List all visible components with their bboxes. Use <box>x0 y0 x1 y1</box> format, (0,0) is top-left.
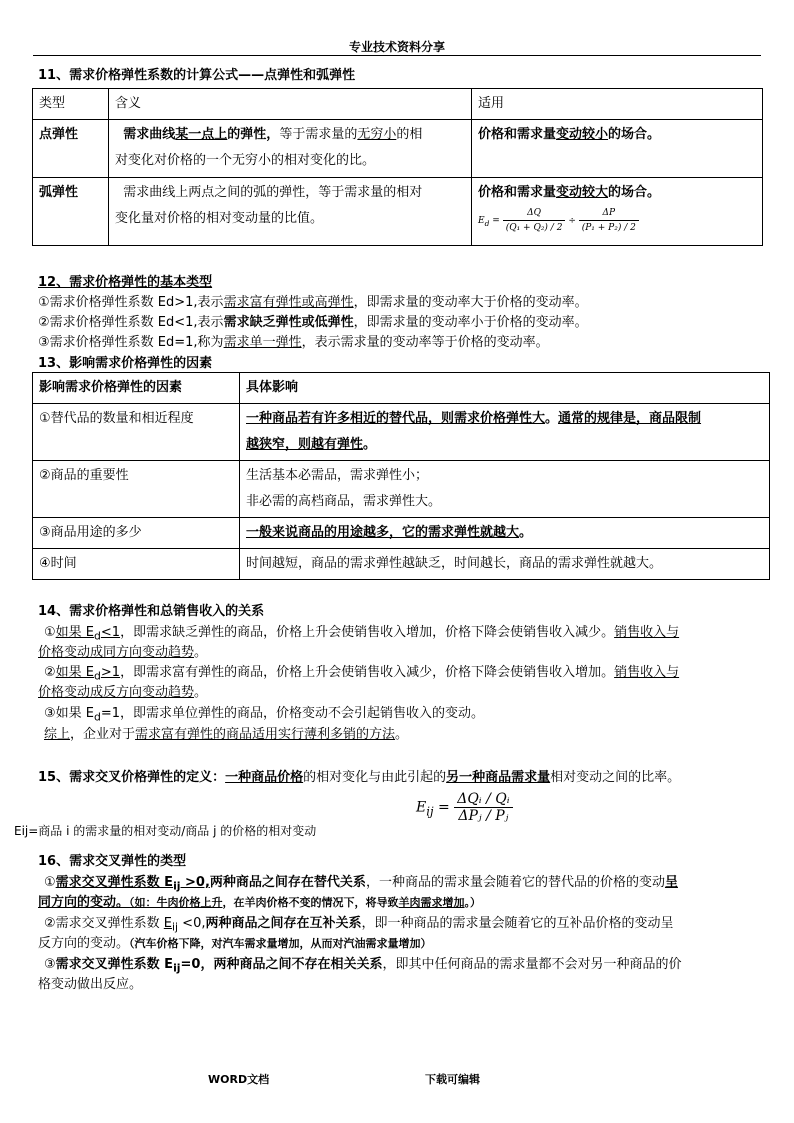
footer-right: 下载可编辑 <box>425 1073 480 1086</box>
heading-12: 12、需求价格弹性的基本类型 <box>38 275 213 290</box>
type-arc: 弧弹性 <box>33 178 109 246</box>
col-effect: 具体影响 <box>240 373 770 404</box>
heading-16: 16、需求交叉弹性的类型 <box>38 854 187 869</box>
s15-definition: 15、需求交叉价格弹性的定义：一种商品价格的相对变化与由此引起的另一种商品需求量相对变动之间的比率。 <box>38 770 681 785</box>
s14-line-3: ③如果 $E_d=1$，即需求单位弹性的商品，价格变动不会引起销售收入的变动。 <box>44 706 485 724</box>
s16-line-2b: 反方向的变动。（汽车价格下降，对汽车需求量增加，从而对汽油需求量增加） <box>38 936 432 951</box>
s12-line-2: ②需求价格弹性系数 Ed<1,表示需求缺乏弹性或低弹性，即需求量的变动率小于价格的变动率。 <box>38 315 588 330</box>
factor-importance: ②商品的重要性 <box>33 461 240 518</box>
elasticity-table <box>32 88 763 246</box>
meaning-arc: 需求曲线上两点之间的弧的弹性，等于需求量的相对 变化量对价格的相对变动量的比值。 <box>109 178 472 246</box>
factors-table <box>32 372 770 580</box>
s16-line-1b: 同方向的变动。（如：牛肉价格上升，在羊肉价格不变的情况下，将导致羊肉需求增加。） <box>38 895 482 910</box>
s16-line-3b: 格变动做出反应。 <box>38 977 143 992</box>
arc-formula: $E_d$ = $\frac{\Delta Q}{\text{(Q₁ + Q₂) / 2}}$ ÷ $\frac{\Delta P}{\text{(P₁ + P₂) / 2}}$ <box>478 216 639 226</box>
heading-11: 11、需求价格弹性系数的计算公式——点弹性和弧弹性 <box>38 68 356 83</box>
s14-line-2b: 价格变动成反方向变动趋势。 <box>38 685 208 700</box>
type-point: 点弹性 <box>33 120 109 178</box>
s14-line-4: 综上，企业对于需求富有弹性的商品适用实行薄利多销的方法。 <box>44 727 409 742</box>
page-header: 专业技术资料分享 <box>348 40 445 54</box>
factor-uses: ③商品用途的多少 <box>33 518 240 549</box>
effect-time: 时间越短，商品的需求弹性越缺乏，时间越长，商品的需求弹性就越大。 <box>240 549 770 580</box>
apply-point: 价格和需求量变动较小的场合。 <box>472 120 763 178</box>
heading-14: 14、需求价格弹性和总销售收入的关系 <box>38 604 265 619</box>
col-apply: 适用 <box>472 89 763 120</box>
s16-line-2: ②需求交叉弹性系数 $E_{ij} <0$,两种商品之间存在互补关系，即一种商品的需求量会随着它的互补品价格的变动呈 <box>44 916 674 934</box>
s16-line-3: ③需求交叉弹性系数 $E_{ij}=0$，两种商品之间不存在相关关系，即其中任何商品的需求量都不会对另一种商品的价 <box>44 957 682 975</box>
effect-substitutes: 一种商品若有许多相近的替代品，则需求价格弹性大。通常的规律是，商品限制 越狭窄，则越有弹性。 <box>240 404 770 461</box>
factor-time: ④时间 <box>33 549 240 580</box>
col-meaning: 含义 <box>109 89 472 120</box>
header-rule <box>33 55 761 56</box>
heading-13: 13、影响需求价格弹性的因素 <box>38 356 213 371</box>
footer-left: WORD文档 <box>208 1073 270 1086</box>
s12-line-1: ①需求价格弹性系数 Ed>1,表示需求富有弹性或高弹性，即需求量的变动率大于价格的变动率。 <box>38 295 588 310</box>
col-factor: 影响需求价格弹性的因素 <box>33 373 240 404</box>
s16-line-1: ①需求交叉弹性系数 $E_{ij} >0$,两种商品之间存在替代关系，一种商品的需求量会随着它的替代品的价格的变动呈 <box>44 875 678 893</box>
meaning-point: 需求曲线某一点上的弹性，等于需求量的无穷小的相 对变化对价格的一个无穷小的相对变化的比。 <box>109 120 472 178</box>
effect-importance: 生活基本必需品，需求弹性小； 非必需的高档商品，需求弹性大。 <box>240 461 770 518</box>
effect-uses: 一般来说商品的用途越多，它的需求弹性就越大。 <box>240 518 770 549</box>
apply-arc: 价格和需求量变动较大的场合。 $E_d$ = $\frac{\Delta Q}{\text{(Q₁ + Q₂) / 2}}$ ÷ $\frac{\Delta P}{\text{(P₁ + P₂) / 2}}$ <box>472 178 763 246</box>
s14-line-1: ①如果 $E_d<1$，即需求缺乏弹性的商品，价格上升会使销售收入增加，价格下降会使销售收入减少。销售收入与 <box>44 625 680 643</box>
s15-note: Eij=商品 i 的需求量的相对变动/商品 j 的价格的相对变动 <box>14 824 317 838</box>
cross-elasticity-formula: $E_{ij}$ = $\frac{\text{ΔQᵢ / Qᵢ}}{\text{ΔPⱼ / Pⱼ}}$ <box>416 791 513 824</box>
factor-substitutes: ①替代品的数量和相近程度 <box>33 404 240 461</box>
s14-line-2: ②如果 $E_d>1$，即需求富有弹性的商品，价格上升会使销售收入减少，价格下降会使销售收入增加。销售收入与 <box>44 665 680 683</box>
s12-line-3: ③需求价格弹性系数 Ed=1,称为需求单一弹性，表示需求量的变动率等于价格的变动率。 <box>38 335 549 350</box>
col-type: 类型 <box>33 89 109 120</box>
s14-line-1b: 价格变动成同方向变动趋势。 <box>38 645 208 660</box>
